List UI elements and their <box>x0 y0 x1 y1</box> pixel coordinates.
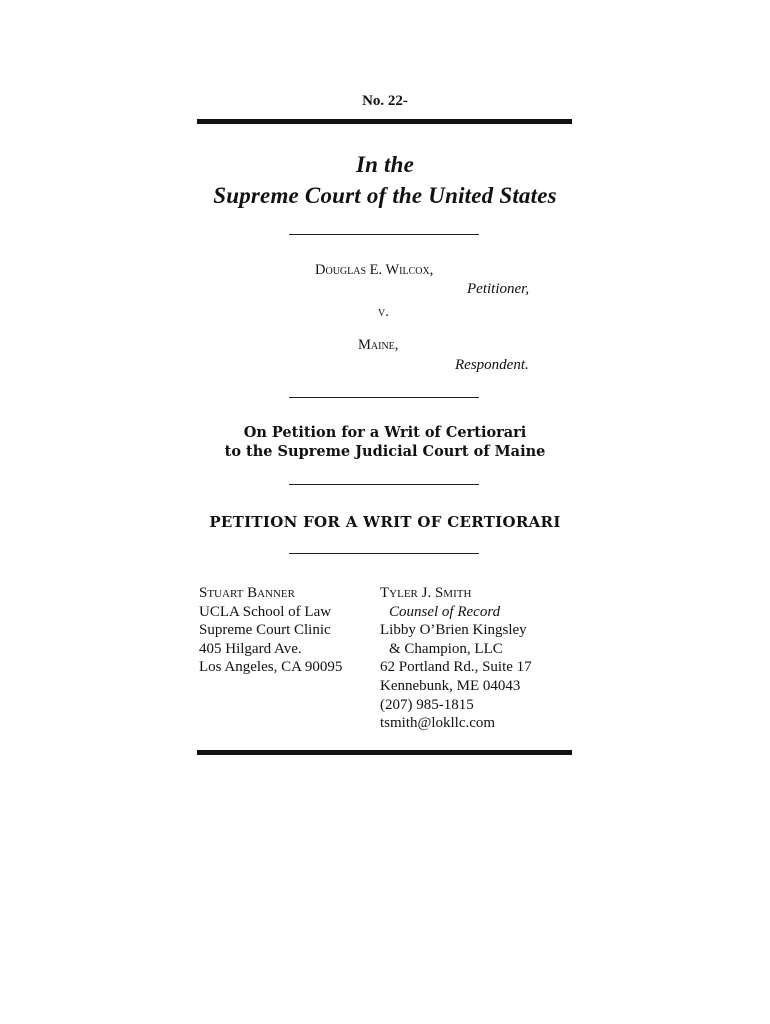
petitioner-role: Petitioner, <box>467 281 530 297</box>
counsel-right-address: Kennebunk, ME 04043 <box>380 677 521 694</box>
counsel-right-phone: (207) 985-1815 <box>380 696 474 713</box>
divider-rule <box>289 397 479 398</box>
counsel-right-firm: & Champion, LLC <box>389 640 503 657</box>
petitioner-name: Douglas E. Wilcox, <box>315 262 434 278</box>
counsel-left-line: Los Angeles, CA 90095 <box>199 659 343 676</box>
petition-line-2: to the Supreme Judicial Court of Maine <box>224 443 546 460</box>
divider-rule <box>289 234 479 235</box>
respondent-role: Respondent. <box>455 357 529 373</box>
counsel-right-address: 62 Portland Rd., Suite 17 <box>380 659 532 676</box>
versus: v. <box>378 304 389 320</box>
counsel-right-block <box>380 584 532 733</box>
counsel-left-line: UCLA School of Law <box>199 603 332 620</box>
counsel-left-line: Supreme Court Clinic <box>199 622 331 639</box>
docket-number: No. 22- <box>362 93 408 109</box>
counsel-left-block <box>199 584 342 677</box>
counsel-right-role: Counsel of Record <box>389 603 501 620</box>
document-title: PETITION FOR A WRIT OF CERTIORARI <box>209 513 561 531</box>
divider-rule <box>289 553 479 554</box>
counsel-left-name: Stuart Banner <box>199 585 295 601</box>
top-double-rule <box>197 119 572 124</box>
divider-rule <box>289 484 479 485</box>
court-heading-line2: Supreme Court of the United States <box>213 183 557 208</box>
court-heading-line1: In the <box>355 152 415 177</box>
bottom-double-rule <box>197 750 572 755</box>
petition-line-1: On Petition for a Writ of Certiorari <box>243 424 527 441</box>
counsel-right-name: Tyler J. Smith <box>380 585 472 601</box>
counsel-left-line: 405 Hilgard Ave. <box>199 640 302 657</box>
counsel-right-firm: Libby O’Brien Kingsley <box>380 622 527 639</box>
respondent-name: Maine, <box>358 337 399 353</box>
counsel-right-email: tsmith@lokllc.com <box>380 715 496 732</box>
